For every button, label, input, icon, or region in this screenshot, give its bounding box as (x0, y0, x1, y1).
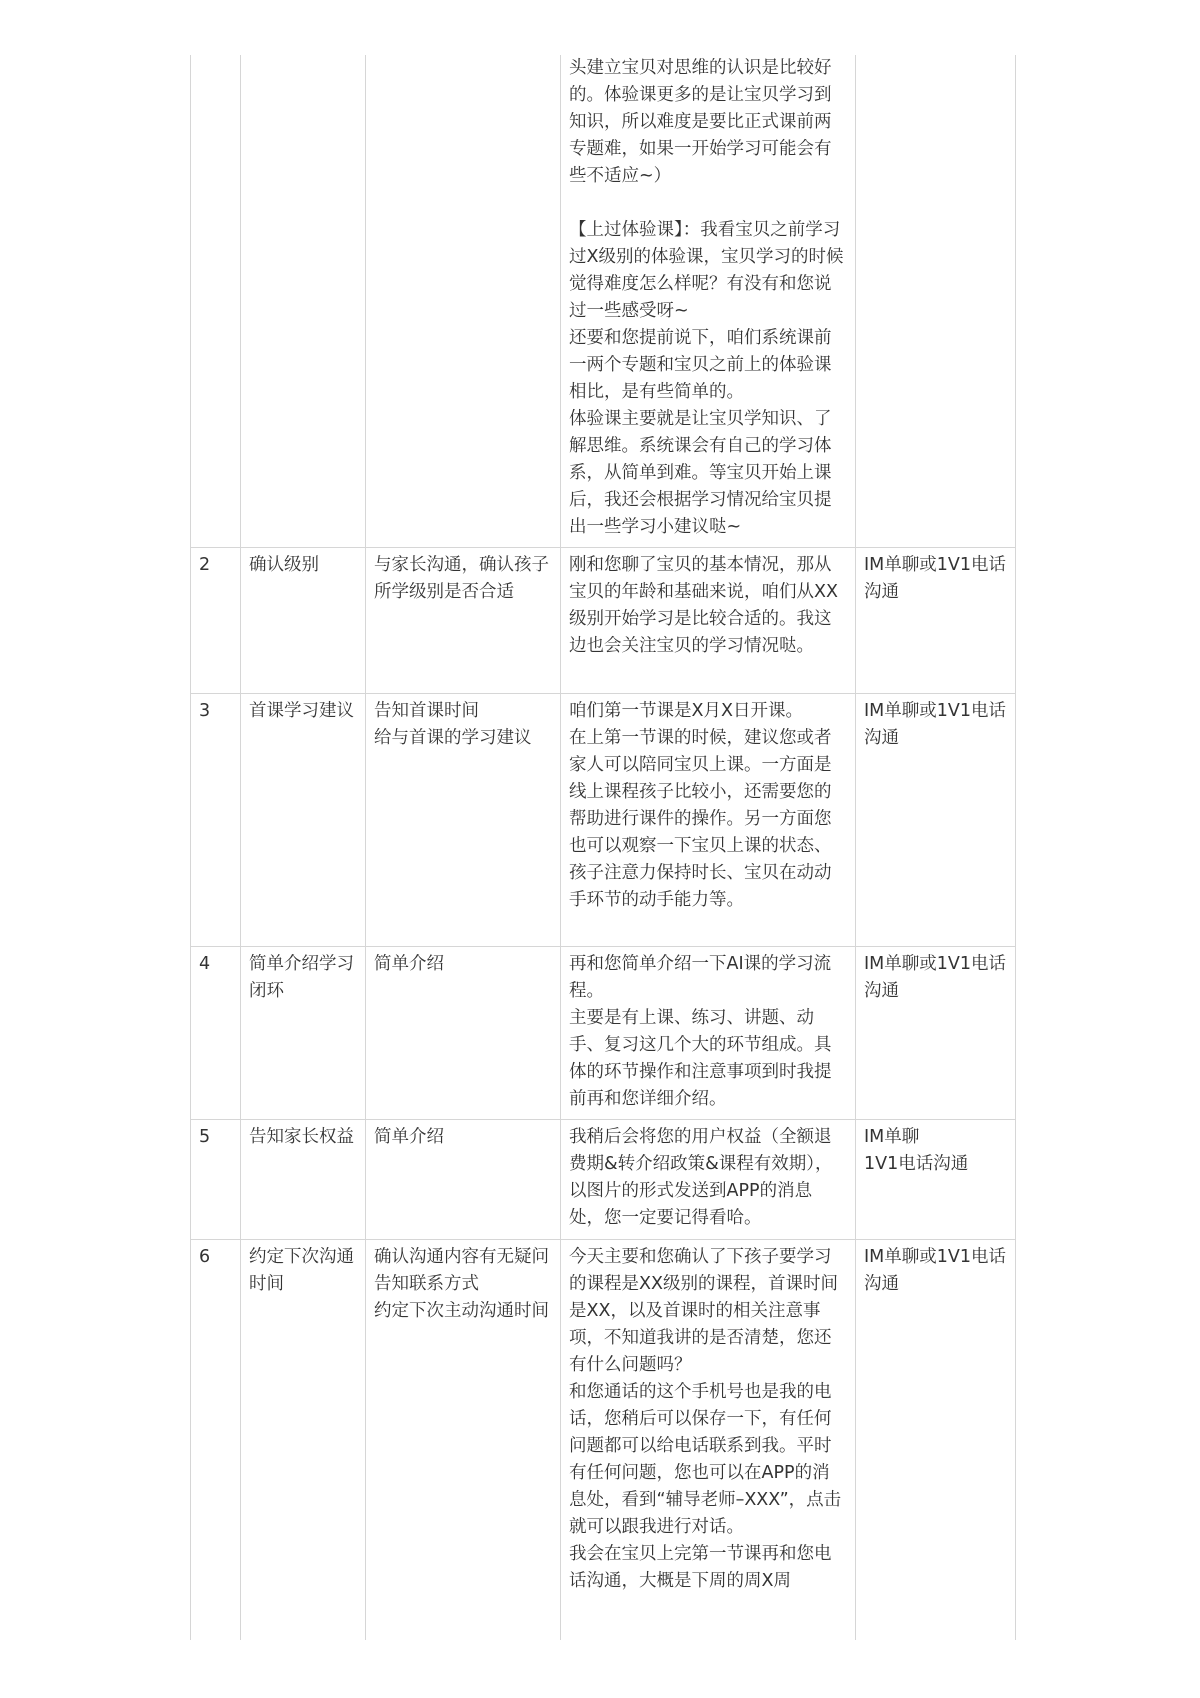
cell-action (366, 694, 561, 947)
script-text: 再和您简单介绍一下AI课的学习流程。 (569, 954, 832, 1001)
action-text: 告知首课时间 (374, 701, 479, 721)
action-text: 与家长沟通，确认孩子所学级别是否合适 (374, 555, 549, 602)
cell-step: 告知家长权益 (241, 1120, 366, 1240)
cell-no: 6 (191, 1240, 241, 1640)
cell-method (856, 55, 1016, 548)
table-row (191, 1120, 1016, 1240)
script-text: 今天主要和您确认了下孩子要学习的课程是XX级别的课程，首课时间是XX，以及首课时的相关注意事项，不知道我讲的是否清楚，您还有什么问题吗？ (569, 1247, 838, 1375)
script-text: 和您通话的这个手机号也是我的电话，您稍后可以保存一下，有任何问题都可以给电话联系到我。平时有任何问题，您也可以在APP的消息处，看到“辅导老师–XXX”，点击就可以跟我进行对话。 (569, 1382, 842, 1537)
cell-step: 首课学习建议 (241, 694, 366, 947)
cell-script (561, 1120, 856, 1240)
cell-script (561, 947, 856, 1120)
cell-no: 5 (191, 1120, 241, 1240)
action-text: 给与首课的学习建议 (374, 728, 532, 748)
method-text: IM单聊 (864, 1127, 920, 1147)
action-text: 告知联系方式 (374, 1274, 479, 1294)
cell-action (366, 1240, 561, 1640)
script-text: 还要和您提前说下，咱们系统课前一两个专题和宝贝之前上的体验课相比，是有些简单的。 (569, 328, 832, 402)
cell-action (366, 55, 561, 548)
cell-action (366, 1120, 561, 1240)
table-row (191, 548, 1016, 694)
action-text: 简单介绍 (374, 954, 444, 974)
script-text: 在上第一节课的时候，建议您或者家人可以陪同宝贝上课。一方面是线上课程孩子比较小，还需要您的帮助进行课件的操作。另一方面您也可以观察一下宝贝上课的状态、孩子注意力保持时长、宝贝在动动手环节的动手能力等。 (569, 728, 832, 910)
table-row (191, 694, 1016, 947)
action-text: 确认沟通内容有无疑问 (374, 1247, 549, 1267)
script-text: 刚和您聊了宝贝的基本情况，那从宝贝的年龄和基础来说，咱们从XX级别开始学习是比较合适的。我这边也会关注宝贝的学习情况哒。 (569, 555, 838, 656)
table-row-continued (191, 55, 1016, 548)
script-text: 我稍后会将您的用户权益（全额退费期&转介绍政策&课程有效期），以图片的形式发送到APP的消息处，您一定要记得看哈。 (569, 1127, 833, 1228)
paragraph-gap (569, 190, 847, 217)
method-text: IM单聊或1V1电话沟通 (864, 954, 1006, 1001)
script-text: 主要是有上课、练习、讲题、动手、复习这几个大的环节组成。具体的环节操作和注意事项到时我提前再和您详细介绍。 (569, 1008, 832, 1109)
script-text: 头建立宝贝对思维的认识是比较好的。体验课更多的是让宝贝学习到知识，所以难度是要比正式课前两专题难，如果一开始学习可能会有些不适应~） (569, 58, 832, 186)
method-text: IM单聊或1V1电话沟通 (864, 1247, 1006, 1294)
communication-script-table (190, 55, 1016, 1640)
cell-method (856, 548, 1016, 694)
cell-no (191, 55, 241, 548)
action-text: 约定下次主动沟通时间 (374, 1301, 549, 1321)
cell-method (856, 1240, 1016, 1640)
cell-method (856, 1120, 1016, 1240)
script-text: 体验课主要就是让宝贝学知识、了解思维。系统课会有自己的学习体系，从简单到难。等宝贝开始上课后，我还会根据学习情况给宝贝提出一些学习小建议哒~ (569, 409, 832, 537)
cell-step (241, 55, 366, 548)
cell-script (561, 1240, 856, 1640)
cell-script (561, 55, 856, 548)
cell-step: 确认级别 (241, 548, 366, 694)
script-text: 咱们第一节课是X月X日开课。 (569, 701, 803, 721)
cell-action (366, 947, 561, 1120)
cell-action (366, 548, 561, 694)
cell-no: 2 (191, 548, 241, 694)
cell-method (856, 694, 1016, 947)
cell-no: 3 (191, 694, 241, 947)
cell-no: 4 (191, 947, 241, 1120)
table-row (191, 1240, 1016, 1640)
script-text: 我会在宝贝上完第一节课再和您电话沟通，大概是下周的周X周 (569, 1544, 832, 1591)
method-text: IM单聊或1V1电话沟通 (864, 555, 1006, 602)
action-text: 简单介绍 (374, 1127, 444, 1147)
method-text: IM单聊或1V1电话沟通 (864, 701, 1006, 748)
cell-script (561, 548, 856, 694)
cell-script (561, 694, 856, 947)
script-text: 【上过体验课】：我看宝贝之前学习过X级别的体验课，宝贝学习的时候觉得难度怎么样呢？有没有和您说过一些感受呀~ (569, 220, 844, 321)
cell-method (856, 947, 1016, 1120)
cell-step: 简单介绍学习闭环 (241, 947, 366, 1120)
method-text: 1V1电话沟通 (864, 1154, 969, 1174)
cell-step: 约定下次沟通时间 (241, 1240, 366, 1640)
table-row (191, 947, 1016, 1120)
